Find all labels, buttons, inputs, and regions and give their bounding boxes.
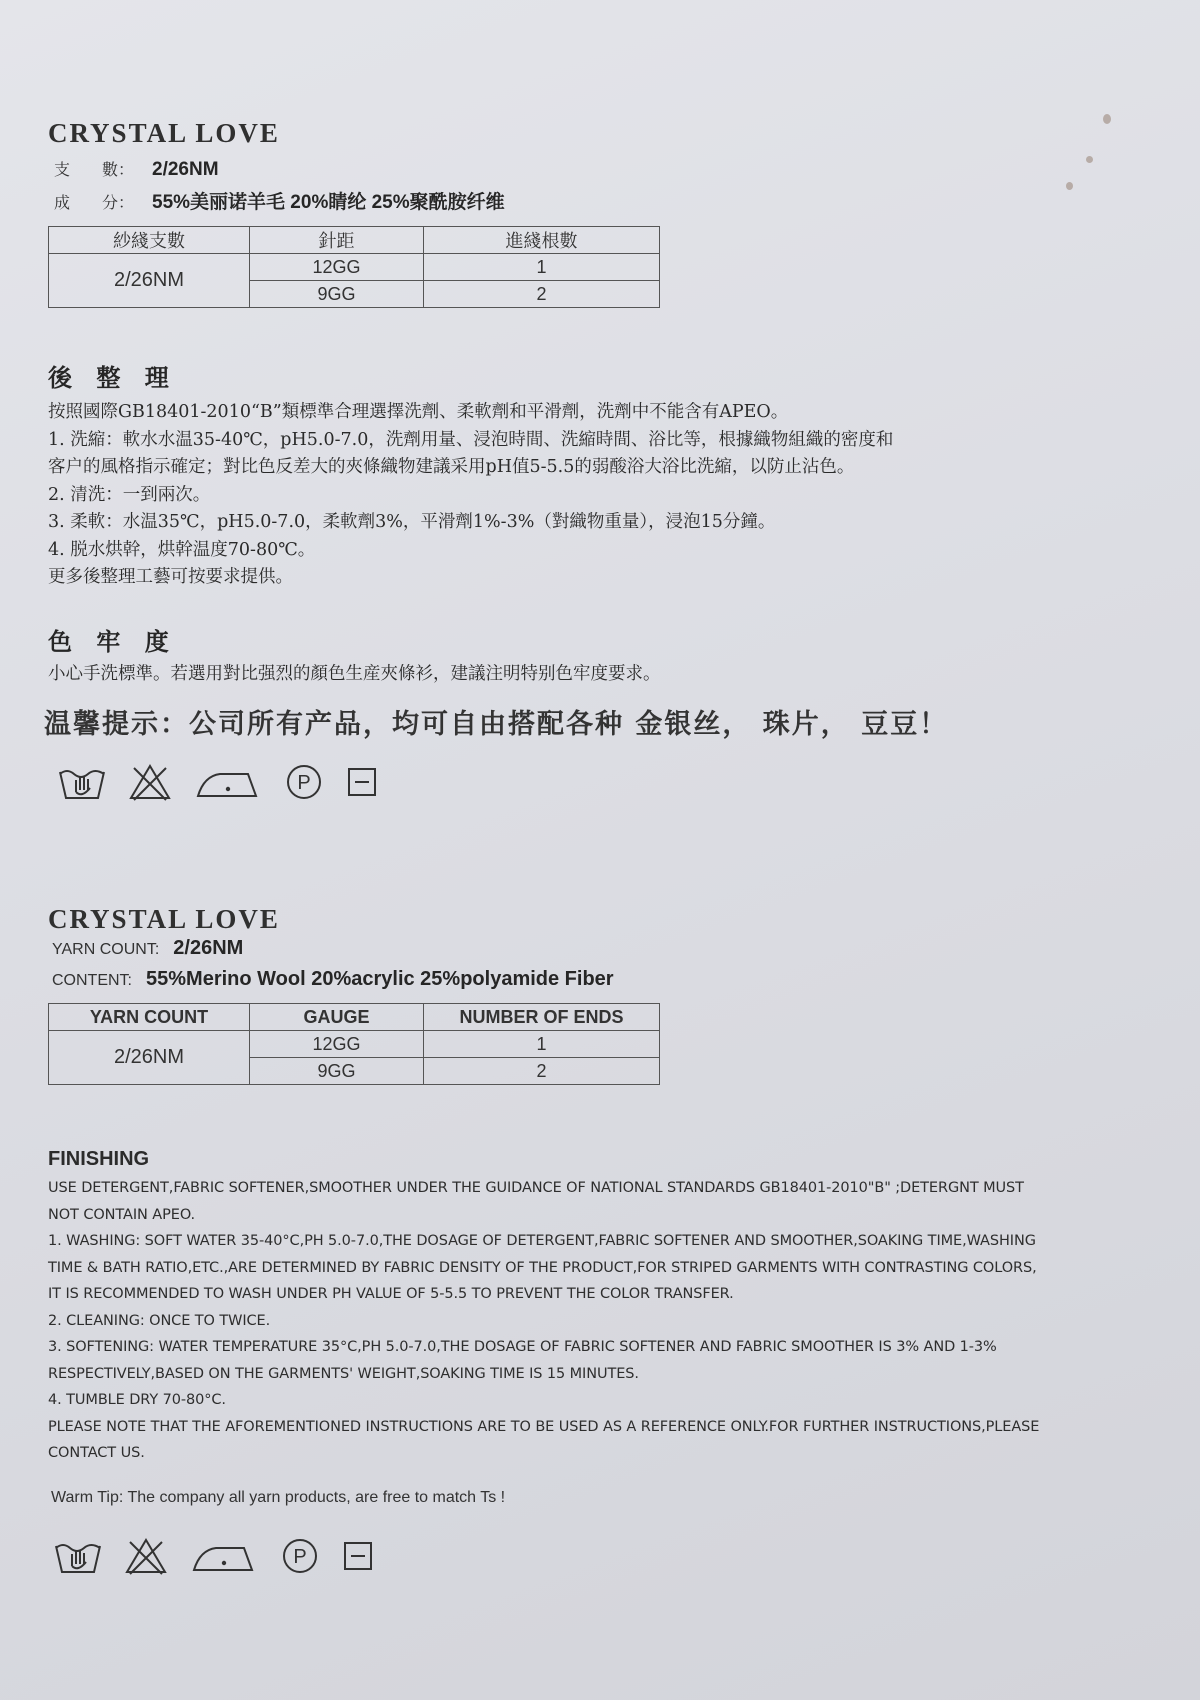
english-section bbox=[48, 904, 1158, 1085]
dry-flat-icon bbox=[346, 762, 378, 802]
table-cell-gauge: 12GG bbox=[250, 254, 424, 281]
tip-cn bbox=[44, 702, 1154, 741]
paper-speck bbox=[1103, 114, 1111, 124]
content-value-cn: 55%美丽诺羊毛 20%睛纶 25%聚酰胺纤维 bbox=[152, 192, 505, 213]
finishing-line: 客户的風格指示確定；對比色反差大的夾條織物建議采用pH值5-5.5的弱酸浴大浴比洗縮，以防止沾色。 bbox=[48, 457, 855, 477]
table-cell-ends: 2 bbox=[424, 1058, 660, 1085]
table-header: 針距 bbox=[250, 227, 424, 254]
warm-tip-section-en bbox=[51, 1489, 1161, 1507]
finishing-line: RESPECTIVELY,BASED ON THE GARMENTS' WEIGHT,SOAKING TIME IS 15 MINUTES. bbox=[48, 1365, 639, 1382]
finishing-text-cn bbox=[48, 399, 1158, 592]
finishing-line: 按照國際GB18401-2010“B”類標準合理選擇洗劑、柔軟劑和平滑劑，洗劑中不能含有APEO。 bbox=[48, 402, 789, 422]
finishing-section-en bbox=[48, 1148, 1158, 1467]
fastness-section-cn bbox=[48, 622, 1158, 689]
table-cell-ends: 1 bbox=[424, 1031, 660, 1058]
fastness-text-cn: 小心手洗標準。若選用對比强烈的顏色生産夾條衫，建議注明特别色牢度要求。 bbox=[48, 664, 661, 684]
iron-low-icon bbox=[194, 762, 262, 802]
chinese-section bbox=[48, 118, 1158, 308]
table-header: YARN COUNT bbox=[49, 1004, 250, 1031]
paper-speck bbox=[1066, 182, 1073, 190]
dry-clean-p-icon bbox=[280, 1536, 320, 1576]
care-icons-en bbox=[54, 1536, 1164, 1576]
brand-title-en: CRYSTAL LOVE bbox=[48, 904, 280, 934]
dry-flat-icon bbox=[342, 1536, 374, 1576]
table-cell-yarn-count: 2/26NM bbox=[49, 1031, 250, 1085]
svg-text:P: P bbox=[297, 772, 311, 794]
finishing-line: 4. 脱水烘幹，烘幹温度70-80℃。 bbox=[48, 539, 316, 560]
fastness-heading-cn: 色 牢 度 bbox=[48, 628, 177, 656]
table-row bbox=[49, 254, 660, 281]
hand-wash-icon bbox=[58, 762, 106, 802]
content-label-en: CONTENT: bbox=[52, 972, 132, 989]
table-cell-gauge: 9GG bbox=[250, 281, 424, 308]
hand-wash-icon bbox=[54, 1536, 102, 1576]
finishing-line: 1. WASHING: SOFT WATER 35-40°C,PH 5.0-7.0,THE DOSAGE OF DETERGENT,FABRIC SOFTENER AND SMOOTHER,SOAKING TIME,WASHING bbox=[48, 1233, 1036, 1249]
yarn-count-label-cn: 支 數： bbox=[54, 162, 135, 179]
finishing-section-cn bbox=[48, 358, 1158, 592]
finishing-line: TIME & BATH RATIO,ETC.,ARE DETERMINED BY FABRIC DENSITY OF THE PRODUCT,FOR STRIPED GARMENTS WITH CONTRASTING COLORS, bbox=[48, 1259, 1037, 1276]
finishing-heading-cn: 後 整 理 bbox=[48, 364, 177, 392]
finishing-line: 3. SOFTENING: WATER TEMPERATURE 35°C,PH 5.0-7.0,THE DOSAGE OF FABRIC SOFTENER AND FABRIC SMOOTHER IS 3% AND 1-3% bbox=[48, 1339, 997, 1355]
finishing-heading-en: FINISHING bbox=[48, 1148, 150, 1170]
yarn-count-label-en: YARN COUNT: bbox=[52, 941, 160, 958]
table-header-row bbox=[49, 1004, 660, 1031]
content-row-cn bbox=[54, 187, 1158, 214]
finishing-line: USE DETERGENT,FABRIC SOFTENER,SMOOTHER UNDER THE GUIDANCE OF NATIONAL STANDARDS GB18401-2010"B" ;DETERGNT MUST bbox=[48, 1180, 1024, 1196]
finishing-line: 2. CLEANING: ONCE TO TWICE. bbox=[48, 1312, 271, 1329]
warm-tip-en: Warm Tip: The company all yarn products, are free to match Ts ! bbox=[51, 1489, 506, 1506]
iron-low-icon bbox=[190, 1536, 258, 1576]
do-not-bleach-icon bbox=[124, 1536, 168, 1576]
table-header: GAUGE bbox=[250, 1004, 424, 1031]
spec-table-cn bbox=[48, 226, 660, 308]
finishing-line: NOT CONTAIN APEO. bbox=[48, 1206, 196, 1223]
finishing-line: 1. 洗縮：軟水水温35-40℃，pH5.0-7.0，洗劑用量、浸泡時間、洗縮時間、浴比等，根據織物組織的密度和 bbox=[48, 429, 894, 450]
table-header: NUMBER OF ENDS bbox=[424, 1004, 660, 1031]
table-row bbox=[49, 1031, 660, 1058]
content-row-en bbox=[52, 968, 1158, 991]
paper-speck bbox=[1086, 156, 1093, 163]
table-cell-gauge: 12GG bbox=[250, 1031, 424, 1058]
care-icons-cn bbox=[58, 762, 1168, 802]
do-not-bleach-icon bbox=[128, 762, 172, 802]
yarn-count-row-cn bbox=[54, 157, 1158, 181]
finishing-line: PLEASE NOTE THAT THE AFOREMENTIONED INSTRUCTIONS ARE TO BE USED AS A REFERENCE ONLY.FOR FURTHER INSTRUCTIONS,PLEASE bbox=[48, 1418, 1040, 1435]
table-header-row bbox=[49, 227, 660, 254]
svg-text:P: P bbox=[293, 1546, 307, 1568]
spec-table-en bbox=[48, 1003, 660, 1085]
yarn-count-value-en: 2/26NM bbox=[173, 937, 244, 959]
table-cell-ends: 2 bbox=[424, 281, 660, 308]
table-cell-yarn-count: 2/26NM bbox=[49, 254, 250, 308]
table-header: 紗綫支數 bbox=[49, 227, 250, 254]
warm-tip-cn: 温馨提示：公司所有产品，均可自由搭配各种 金银丝， 珠片， 豆豆！ bbox=[44, 709, 949, 740]
table-header: 進綫根數 bbox=[424, 227, 660, 254]
finishing-line: 3. 柔軟：水温35℃，pH5.0-7.0，柔軟劑3%，平滑劑1%-3%（對織物重量），浸泡15分鐘。 bbox=[48, 512, 776, 532]
finishing-line: 更多後整理工藝可按要求提供。 bbox=[48, 567, 293, 587]
table-cell-ends: 1 bbox=[424, 254, 660, 281]
brand-title-cn: CRYSTAL LOVE bbox=[48, 118, 280, 148]
finishing-line: CONTACT US. bbox=[48, 1445, 145, 1461]
finishing-text-en bbox=[48, 1175, 1158, 1467]
table-cell-gauge: 9GG bbox=[250, 1058, 424, 1085]
finishing-line: 4. TUMBLE DRY 70-80°C. bbox=[48, 1392, 226, 1408]
finishing-line: IT IS RECOMMENDED TO WASH UNDER PH VALUE OF 5-5.5 TO PREVENT THE COLOR TRANSFER. bbox=[48, 1286, 734, 1302]
dry-clean-p-icon bbox=[284, 762, 324, 802]
finishing-line: 2. 清洗：一到兩次。 bbox=[48, 484, 211, 505]
content-label-cn: 成 分： bbox=[54, 195, 135, 212]
yarn-count-row-en bbox=[52, 937, 1158, 960]
content-value-en: 55%Merino Wool 20%acrylic 25%polyamide Fiber bbox=[146, 968, 614, 990]
yarn-count-value-cn: 2/26NM bbox=[152, 159, 219, 180]
